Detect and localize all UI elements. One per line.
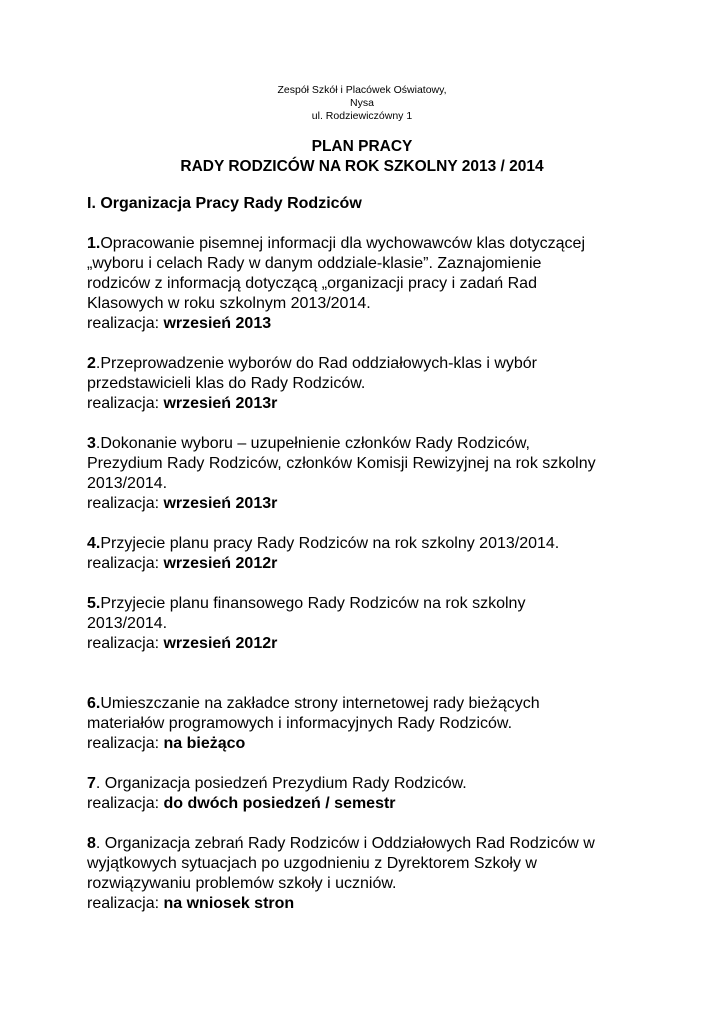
plan-item-text: Przyjecie planu pracy Rady Rodziców na rok szkolny 2013/2014. <box>100 535 560 552</box>
plan-item <box>87 774 657 814</box>
realizacja-value: wrzesień 2012r <box>163 635 278 652</box>
school-name: Zespół Szkół i Placówek Oświatowy, <box>277 84 447 96</box>
plan-item-text: Przyjecie planu finansowego Rady Rodziców na rok szkolny <box>100 595 526 612</box>
plan-item-line <box>87 854 657 874</box>
plan-item-line <box>87 714 657 734</box>
realizacja-line <box>87 734 657 754</box>
plan-item-text: 2013/2014. <box>87 615 168 632</box>
plan-item-line <box>87 594 657 614</box>
plan-item-line <box>87 874 657 894</box>
document-title <box>0 137 724 177</box>
realizacja-label: realizacja: <box>87 895 164 912</box>
plan-item-line <box>87 534 657 554</box>
plan-item-text: Umieszczanie na zakładce strony internetowej rady bieżących <box>100 695 540 712</box>
plan-item-line <box>87 374 657 394</box>
plan-item-text: . Organizacja zebrań Rady Rodziców i Oddziałowych Rad Rodziców w <box>95 835 595 852</box>
realizacja-label: realizacja: <box>87 795 164 812</box>
plan-item-number: 8 <box>87 835 96 852</box>
realizacja-label: realizacja: <box>87 495 164 512</box>
school-header <box>0 84 724 123</box>
plan-item <box>87 434 657 514</box>
plan-item-number: 2 <box>87 355 96 372</box>
plan-item-number: 6. <box>87 695 101 712</box>
realizacja-value: na wniosek stron <box>163 895 295 912</box>
plan-item <box>87 534 657 574</box>
realizacja-label: realizacja: <box>87 395 164 412</box>
plan-item-text: .Przeprowadzenie wyborów do Rad oddziałowych-klas i wybór <box>95 355 537 372</box>
realizacja-line <box>87 794 657 814</box>
plan-item-text: Klasowych w roku szkolnym 2013/2014. <box>87 295 371 312</box>
realizacja-label: realizacja: <box>87 735 164 752</box>
school-address: ul. Rodziewiczówny 1 <box>311 110 413 122</box>
plan-item-text: rozwiązywaniu problemów szkoły i uczniów. <box>87 875 397 892</box>
plan-item-line <box>87 254 657 274</box>
realizacja-value: wrzesień 2013r <box>163 495 278 512</box>
plan-items-list <box>87 234 657 934</box>
school-city: Nysa <box>350 97 374 109</box>
plan-item-line <box>87 294 657 314</box>
plan-item-number: 5. <box>87 595 101 612</box>
plan-item-line <box>87 774 657 794</box>
plan-item-text: „wyboru i celach Rady w danym oddziale-klasie”. Zaznajomienie <box>87 255 542 272</box>
plan-item-number: 3 <box>87 435 96 452</box>
title-line-1: PLAN PRACY <box>311 138 413 155</box>
realizacja-label: realizacja: <box>87 555 164 572</box>
plan-item <box>87 594 657 654</box>
realizacja-line <box>87 554 657 574</box>
plan-item <box>87 354 657 414</box>
realizacja-value: na bieżąco <box>163 735 246 752</box>
plan-item-line <box>87 694 657 714</box>
realizacja-value: do dwóch posiedzeń / semestr <box>163 795 396 812</box>
plan-item-text: . Organizacja posiedzeń Prezydium Rady Rodziców. <box>95 775 467 792</box>
plan-item-line <box>87 354 657 374</box>
plan-item-line <box>87 474 657 494</box>
realizacja-value: wrzesień 2013 <box>163 315 272 332</box>
plan-item-text: 2013/2014. <box>87 475 168 492</box>
plan-item-number: 4. <box>87 535 101 552</box>
plan-item-text: .Dokonanie wyboru – uzupełnienie członków Rady Rodziców, <box>95 435 530 452</box>
realizacja-label: realizacja: <box>87 315 164 332</box>
plan-item-text: rodziców z informacją dotyczącą „organizacji pracy i zadań Rad <box>87 275 537 292</box>
plan-item-text: przedstawicieli klas do Rady Rodziców. <box>87 375 366 392</box>
plan-item-text: Prezydium Rady Rodziców, członków Komisji Rewizyjnej na rok szkolny <box>87 455 596 472</box>
plan-item-line <box>87 834 657 854</box>
section-heading: I. Organizacja Pracy Rady Rodziców <box>87 195 362 212</box>
realizacja-line <box>87 894 657 914</box>
plan-item-line <box>87 434 657 454</box>
plan-item-text: Opracowanie pisemnej informacji dla wychowawców klas dotyczącej <box>100 235 585 252</box>
plan-item <box>87 834 657 914</box>
plan-item-text: wyjątkowych sytuacjach po uzgodnieniu z Dyrektorem Szkoły w <box>87 855 537 872</box>
realizacja-value: wrzesień 2013r <box>163 395 278 412</box>
realizacja-line <box>87 494 657 514</box>
realizacja-label: realizacja: <box>87 635 164 652</box>
plan-item <box>87 694 657 754</box>
plan-item-number: 7 <box>87 775 96 792</box>
plan-item-number: 1. <box>87 235 101 252</box>
plan-item-text: materiałów programowych i informacyjnych Rady Rodziców. <box>87 715 513 732</box>
realizacja-line <box>87 634 657 654</box>
realizacja-line <box>87 314 657 334</box>
plan-item-line <box>87 274 657 294</box>
plan-item-line <box>87 614 657 634</box>
realizacja-value: wrzesień 2012r <box>163 555 278 572</box>
plan-item <box>87 234 657 334</box>
title-line-2: RADY RODZICÓW NA ROK SZKOLNY 2013 / 2014 <box>180 158 544 175</box>
plan-item-line <box>87 234 657 254</box>
realizacja-line <box>87 394 657 414</box>
plan-item-line <box>87 454 657 474</box>
